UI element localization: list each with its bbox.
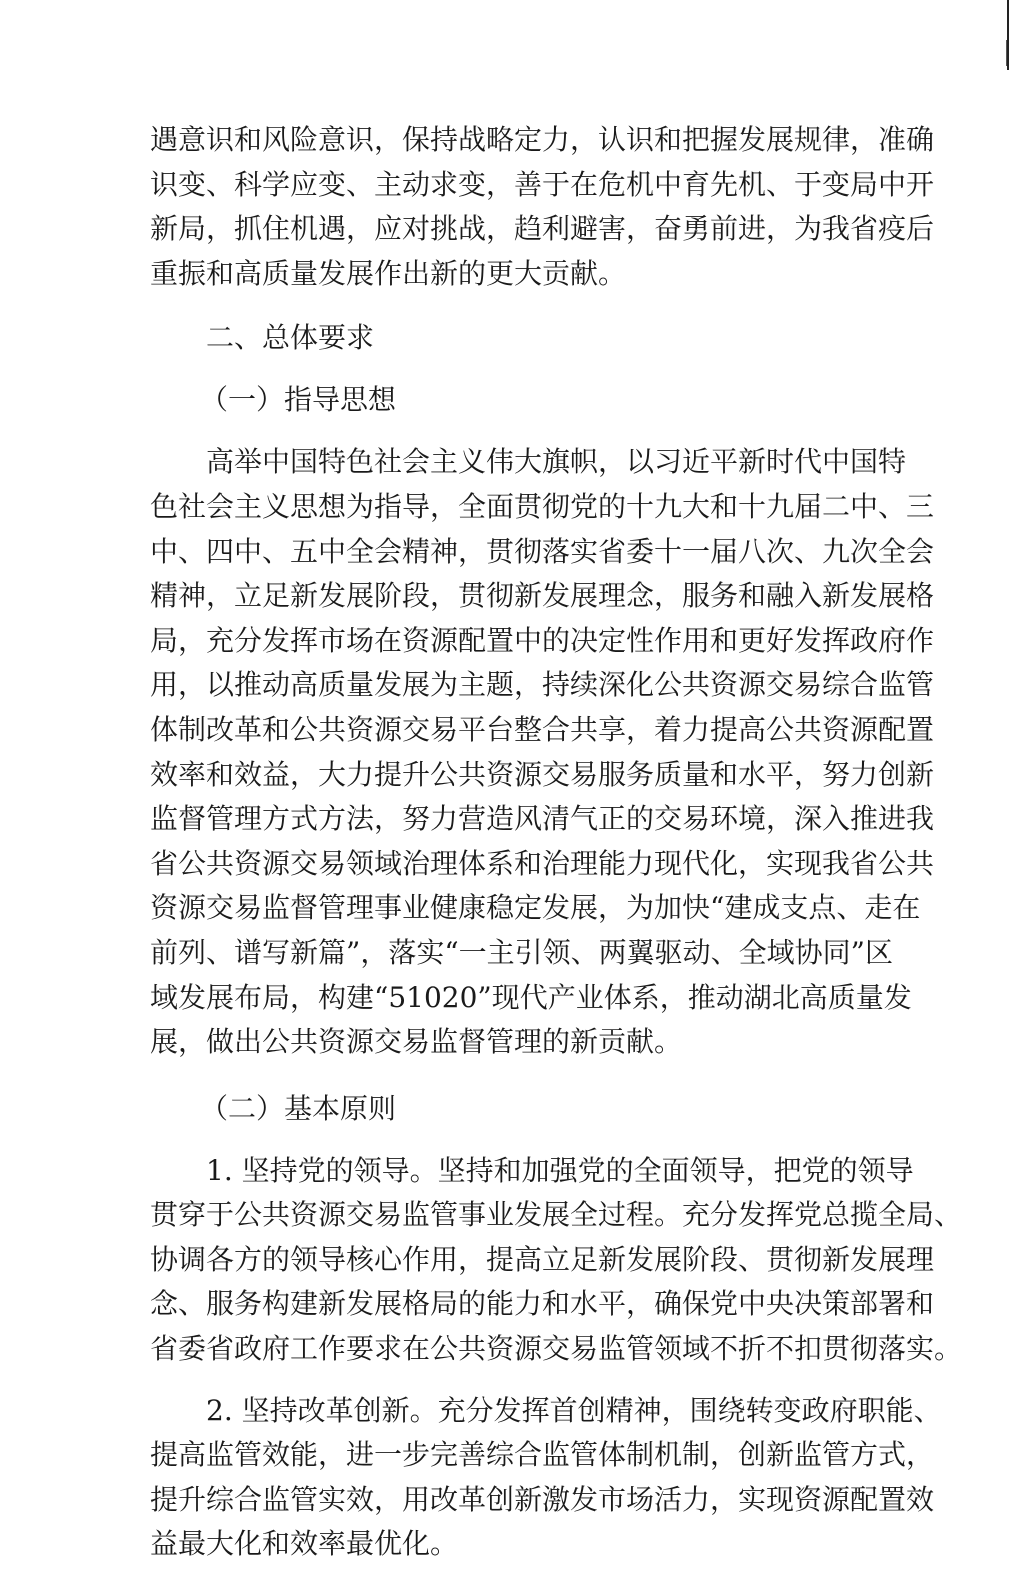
text-line: 省公共资源交易领域治理体系和治理能力现代化，实现我省公共 (150, 846, 935, 880)
text-line: 益最大化和效率最优化。 (150, 1527, 459, 1561)
text-line: 协调各方的领导核心作用，提高立足新发展阶段、贯彻新发展理 (150, 1242, 935, 1276)
text-line: 域发展布局，构建“51020”现代产业体系，推动湖北高质量发 (150, 980, 912, 1014)
paragraph-principle-1 (150, 1149, 963, 1372)
text-line: 提高监管效能，进一步完善综合监管体制机制，创新监管方式， (150, 1438, 935, 1472)
text-line: 精神，立足新发展阶段，贯彻新发展理念，服务和融入新发展格 (150, 579, 935, 613)
text-line: 念、服务构建新发展格局的能力和水平，确保党中央决策部署和 (150, 1287, 935, 1321)
text-line: 展，做出公共资源交易监督管理的新贡献。 (150, 1025, 683, 1059)
text-line: 识变、科学应变、主动求变，善于在危机中育先机、于变局中开 (150, 167, 935, 201)
text-line: 高举中国特色社会主义伟大旗帜，以习近平新时代中国特 (206, 445, 907, 479)
text-line: 提升综合监管实效，用改革创新激发市场活力，实现资源配置效 (150, 1482, 935, 1516)
text-line: 体制改革和公共资源交易平台整合共享，着力提高公共资源配置 (150, 712, 935, 746)
paragraph-guiding-thought (150, 440, 935, 1064)
text-line: 贯穿于公共资源交易监管事业发展全过程。充分发挥党总揽全局、 (150, 1198, 963, 1232)
text-line: 中、四中、五中全会精神，贯彻落实省委十一届八次、九次全会 (150, 534, 935, 568)
text-line: 重振和高质量发展作出新的更大贡献。 (150, 256, 627, 290)
paragraph-intro (150, 118, 935, 296)
text-line: 效率和效益，大力提升公共资源交易服务质量和水平，努力创新 (150, 757, 935, 791)
text-line: 2. 坚持改革创新。充分发挥首创精神，围绕转变政府职能、 (206, 1393, 942, 1427)
subsection-title-principles: （二）基本原则 (200, 1091, 397, 1125)
text-line: 前列、谱写新篇”，落实“一主引领、两翼驱动、全域协同”区 (150, 935, 893, 969)
text-line: 色社会主义思想为指导，全面贯彻党的十九大和十九届二中、三 (150, 489, 935, 523)
text-line: 用，以推动高质量发展为主题，持续深化公共资源交易综合监管 (150, 668, 935, 702)
paragraph-principle-2 (150, 1389, 942, 1567)
text-line: 省委省政府工作要求在公共资源交易监管领域不折不扣贯彻落实。 (150, 1332, 963, 1366)
subsection-title-guiding: （一）指导思想 (200, 383, 397, 417)
text-line: 遇意识和风险意识，保持战略定力，认识和把握发展规律，准确 (150, 123, 935, 156)
scan-artifact-mark (1006, 40, 1007, 66)
text-line: 监督管理方式方法，努力营造风清气正的交易环境，深入推进我 (150, 802, 935, 836)
section-title: 二、总体要求 (206, 321, 375, 355)
text-line: 新局，抓住机遇，应对挑战，趋利避害，奋勇前进，为我省疫后 (150, 212, 935, 246)
document-page (150, 118, 963, 1584)
text-line: 1. 坚持党的领导。坚持和加强党的全面领导，把党的领导 (206, 1153, 914, 1187)
text-line: 资源交易监督管理事业健康稳定发展，为加快“建成支点、走在 (150, 891, 921, 925)
text-line: 局，充分发挥市场在资源配置中的决定性作用和更好发挥政府作 (150, 623, 935, 657)
scan-border-line (1007, 0, 1009, 70)
